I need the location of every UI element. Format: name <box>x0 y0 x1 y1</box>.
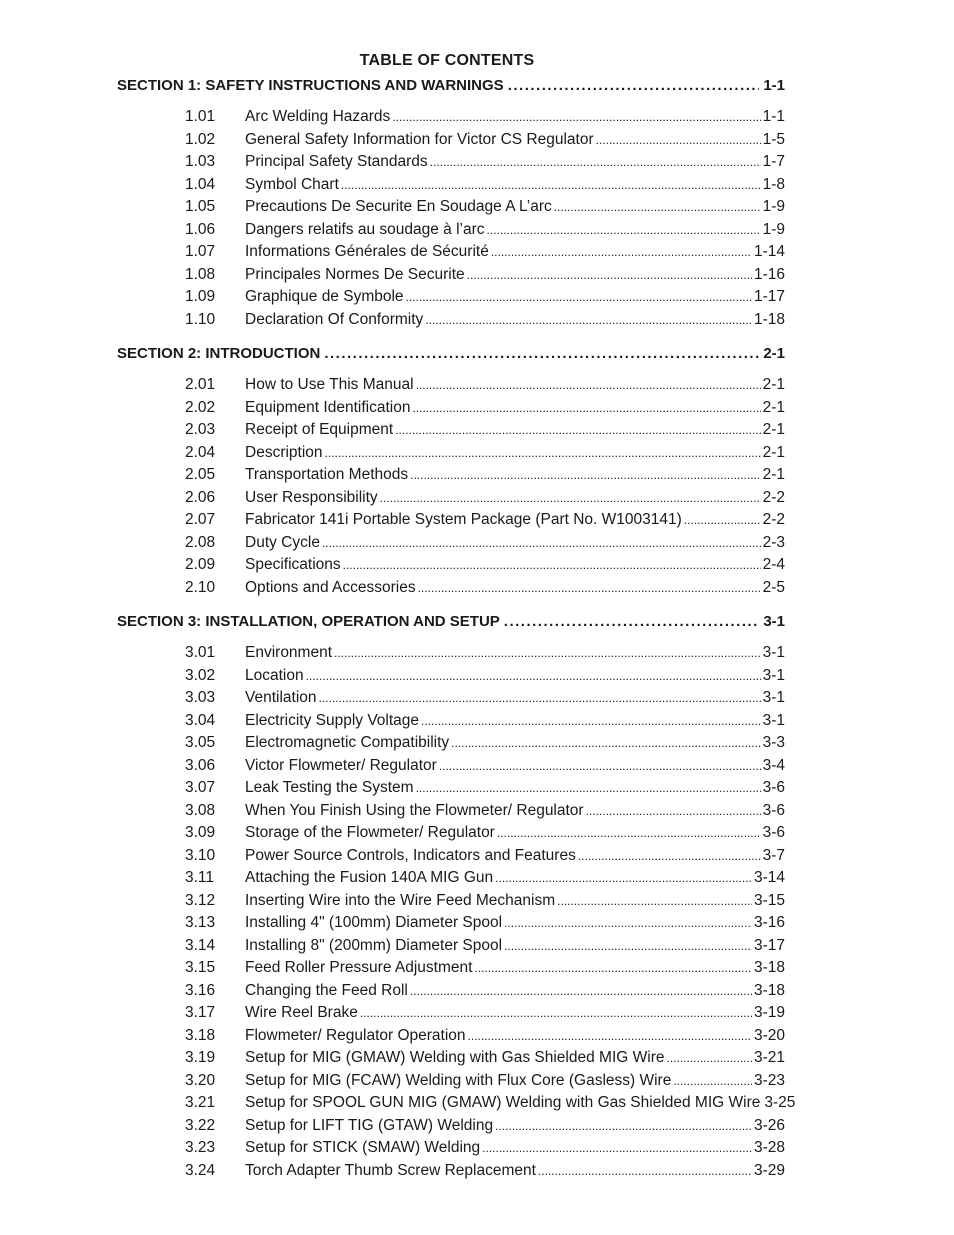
entry-page: 1-9 <box>762 220 785 238</box>
entry-number: 1.10 <box>185 310 216 328</box>
entry-number: 2.08 <box>185 533 216 551</box>
dot-leader <box>395 423 760 437</box>
entry-title: Changing the Feed Roll <box>245 981 408 999</box>
entry-number: 3.17 <box>185 1004 216 1021</box>
entry-number: 3.12 <box>185 891 216 909</box>
entry-page: 1-14 <box>753 243 785 260</box>
entry-page: 3-3 <box>762 734 785 751</box>
entry-title: Principales Normes De Securite <box>245 265 465 283</box>
toc-entry[interactable] <box>185 311 785 333</box>
entry-page: 3-19 <box>753 1004 785 1021</box>
dot-leader <box>467 268 752 282</box>
toc-entry[interactable] <box>185 376 785 398</box>
toc-entry[interactable] <box>185 847 785 869</box>
entry-number: 3.14 <box>185 936 216 954</box>
entry-number: 3.22 <box>185 1116 216 1134</box>
toc-entry[interactable] <box>185 489 785 511</box>
toc-entry[interactable] <box>185 131 785 153</box>
entry-page: 2-1 <box>762 466 785 483</box>
dot-leader <box>482 1141 752 1155</box>
entry-title: Informations Générales de Sécurité <box>245 243 489 260</box>
entry-page: 2-5 <box>762 578 785 596</box>
toc-entry[interactable] <box>185 802 785 824</box>
dot-leader <box>586 804 761 818</box>
entry-page: 2-4 <box>762 556 785 573</box>
entry-number: 3.01 <box>185 644 216 661</box>
dot-leader <box>343 558 761 572</box>
entry-title: Declaration Of Conformity <box>245 310 424 328</box>
entry-page: 3-14 <box>753 869 785 886</box>
dot-leader <box>468 1029 752 1043</box>
toc-entry[interactable] <box>185 757 785 779</box>
dot-leader <box>410 984 752 998</box>
toc-entry[interactable] <box>185 689 785 711</box>
section-label: SECTION 2: INTRODUCTION <box>117 345 321 362</box>
entry-number: 2.10 <box>185 578 216 596</box>
entry-number: 3.16 <box>185 981 216 999</box>
entry-page: 2-2 <box>762 488 785 506</box>
entry-number: 3.07 <box>185 779 216 796</box>
entry-number: 3.09 <box>185 824 216 841</box>
dot-leader <box>325 446 761 460</box>
entry-title: Specifications <box>245 556 341 573</box>
dot-leader <box>406 290 752 304</box>
dot-leader <box>451 736 760 750</box>
toc-entry[interactable] <box>185 421 785 443</box>
entry-number: 3.10 <box>185 846 216 864</box>
toc-entry[interactable] <box>185 937 785 959</box>
entry-page: 3-6 <box>762 779 785 796</box>
entry-page: 2-1 <box>762 398 785 416</box>
dot-leader <box>538 1164 752 1178</box>
toc-entry[interactable] <box>185 266 785 288</box>
entry-title: Torch Adapter Thumb Screw Replacement <box>245 1161 536 1179</box>
entry-page: 3-25 <box>764 1094 796 1111</box>
section-page: 1-1 <box>763 77 785 94</box>
toc-entry[interactable] <box>185 466 785 488</box>
toc-entry[interactable] <box>185 1162 785 1184</box>
section-heading[interactable] <box>117 613 785 633</box>
entry-title: Electricity Supply Voltage <box>245 711 420 729</box>
section-heading[interactable] <box>117 77 785 97</box>
entry-number: 3.18 <box>185 1026 216 1044</box>
entry-title: Graphique de Symbole <box>245 288 404 305</box>
entry-title: Inserting Wire into the Wire Feed Mechanism <box>245 891 556 909</box>
entry-number: 3.03 <box>185 689 216 706</box>
entry-title: Ventilation <box>245 689 317 706</box>
entry-number: 3.08 <box>185 801 216 819</box>
entry-title: Fabricator 141i Portable System Package (Part No. W1003141) <box>245 511 682 528</box>
toc-entry[interactable] <box>185 288 785 310</box>
entry-number: 2.03 <box>185 421 216 438</box>
entry-number: 3.15 <box>185 959 216 976</box>
toc-entry[interactable] <box>185 1072 785 1094</box>
dot-leader <box>412 401 760 415</box>
entry-number: 1.04 <box>185 175 216 193</box>
dot-leader <box>341 178 761 192</box>
toc-entry[interactable] <box>185 892 785 914</box>
section-label: SECTION 3: INSTALLATION, OPERATION AND SETUP <box>117 613 500 630</box>
dot-leader <box>578 849 761 863</box>
entry-page: 3-26 <box>753 1116 785 1134</box>
dot-leader <box>666 1051 751 1065</box>
entry-number: 2.06 <box>185 488 216 506</box>
dot-leader <box>306 669 761 683</box>
toc-entry[interactable] <box>185 1139 785 1161</box>
entry-number: 1.07 <box>185 243 216 260</box>
entry-number: 3.24 <box>185 1161 216 1179</box>
dot-leader <box>497 826 761 840</box>
dot-leader <box>334 646 761 660</box>
entry-page: 3-7 <box>762 846 785 864</box>
dot-leader <box>416 781 761 795</box>
dot-leader <box>554 200 761 214</box>
section-page: 3-1 <box>763 613 785 630</box>
dot-leader <box>380 491 761 505</box>
dot-leader <box>596 133 761 147</box>
entry-page: 1-8 <box>762 175 785 193</box>
entry-title: Storage of the Flowmeter/ Regulator <box>245 824 495 841</box>
dot-leader <box>504 939 752 953</box>
toc-entry[interactable] <box>185 176 785 198</box>
dot-leader <box>495 871 752 885</box>
entry-number: 2.04 <box>185 443 216 461</box>
entry-number: 3.11 <box>185 869 215 886</box>
entry-title: User Responsibility <box>245 488 378 506</box>
entry-number: 3.20 <box>185 1071 216 1089</box>
entry-page: 3-4 <box>762 756 785 774</box>
entry-number: 3.04 <box>185 711 216 729</box>
entry-page: 3-16 <box>753 914 785 931</box>
dot-leader <box>495 1119 752 1133</box>
toc-entry[interactable] <box>185 734 785 756</box>
entry-title: Power Source Controls, Indicators and Features <box>245 846 576 864</box>
entry-number: 3.06 <box>185 756 216 774</box>
entry-title: Electromagnetic Compatibility <box>245 734 450 751</box>
toc-entry[interactable] <box>185 824 785 846</box>
toc-entry[interactable] <box>185 667 785 689</box>
entry-number: 1.01 <box>185 108 216 125</box>
toc-entry[interactable] <box>185 399 785 421</box>
dot-leader <box>421 714 761 728</box>
entry-number: 2.05 <box>185 466 216 483</box>
toc-entry[interactable] <box>185 1004 785 1026</box>
entry-page: 3-15 <box>753 891 785 909</box>
entry-title: How to Use This Manual <box>245 376 414 393</box>
entry-number: 1.05 <box>185 198 216 215</box>
entry-title: Flowmeter/ Regulator Operation <box>245 1026 466 1044</box>
entry-page: 1-1 <box>762 108 785 125</box>
dot-leader <box>504 916 752 930</box>
dot-leader <box>439 759 761 773</box>
entry-title: Victor Flowmeter/ Regulator <box>245 756 437 774</box>
entry-page: 1-18 <box>753 310 785 328</box>
entry-page: 2-1 <box>762 376 785 393</box>
dot-leader <box>322 536 761 550</box>
entry-title: Setup for SPOOL GUN MIG (GMAW) Welding with Gas Shielded MIG Wire <box>245 1094 761 1111</box>
dot-leader <box>508 77 760 94</box>
entry-number: 3.21 <box>185 1094 216 1111</box>
entry-page: 3-1 <box>762 644 785 661</box>
entry-title: Leak Testing the System <box>245 779 414 796</box>
entry-page: 3-18 <box>753 981 785 999</box>
dot-leader <box>418 581 761 595</box>
entry-number: 3.19 <box>185 1049 216 1066</box>
entry-title: When You Finish Using the Flowmeter/ Regulator <box>245 801 584 819</box>
dot-leader <box>410 468 760 482</box>
dot-leader <box>673 1074 752 1088</box>
toc-entry[interactable] <box>185 108 785 130</box>
entry-page: 3-28 <box>753 1139 785 1156</box>
entry-title: Installing 8" (200mm) Diameter Spool <box>245 936 503 954</box>
toc-entry[interactable] <box>185 153 785 175</box>
entry-page: 2-1 <box>762 443 785 461</box>
entry-title: Dangers relatifs au soudage à l’arc <box>245 220 485 238</box>
toc-entry[interactable] <box>185 1027 785 1049</box>
toc-entry[interactable] <box>185 1094 796 1116</box>
dot-leader <box>430 155 761 169</box>
toc-entry[interactable] <box>185 959 785 981</box>
toc-entry[interactable] <box>185 511 785 533</box>
entry-page: 3-20 <box>753 1026 785 1044</box>
entry-number: 1.06 <box>185 220 216 238</box>
entry-title: Receipt of Equipment <box>245 421 394 438</box>
entry-page: 1-16 <box>753 265 785 283</box>
entry-page: 1-17 <box>753 288 785 305</box>
entry-page: 2-2 <box>762 511 785 528</box>
entry-title: General Safety Information for Victor CS Regulator <box>245 130 594 148</box>
toc-entry[interactable] <box>185 556 785 578</box>
entry-page: 3-29 <box>753 1161 785 1179</box>
dot-leader <box>491 245 752 259</box>
entry-title: Transportation Methods <box>245 466 409 483</box>
entry-title: Feed Roller Pressure Adjustment <box>245 959 473 976</box>
dot-leader <box>416 378 761 392</box>
entry-title: Equipment Identification <box>245 398 411 416</box>
section-label: SECTION 1: SAFETY INSTRUCTIONS AND WARNINGS <box>117 77 504 94</box>
entry-number: 2.09 <box>185 556 216 573</box>
entry-page: 3-6 <box>762 824 785 841</box>
toc-entry[interactable] <box>185 712 785 734</box>
entry-title: Precautions De Securite En Soudage A L’arc <box>245 198 552 215</box>
entry-number: 1.03 <box>185 153 216 170</box>
dot-leader <box>557 894 752 908</box>
entry-number: 3.23 <box>185 1139 216 1156</box>
toc-entry[interactable] <box>185 534 785 556</box>
entry-page: 1-9 <box>762 198 785 215</box>
entry-number: 2.01 <box>185 376 216 393</box>
entry-page: 3-1 <box>762 711 785 729</box>
entry-title: Wire Reel Brake <box>245 1004 358 1021</box>
toc-entry[interactable] <box>185 198 785 220</box>
entry-title: Location <box>245 666 304 684</box>
toc-entry[interactable] <box>185 1049 785 1071</box>
toc-entry[interactable] <box>185 579 785 601</box>
entry-number: 3.02 <box>185 666 216 684</box>
entry-page: 1-5 <box>762 130 785 148</box>
entry-title: Installing 4" (100mm) Diameter Spool <box>245 914 503 931</box>
entry-title: Options and Accessories <box>245 578 416 596</box>
entry-page: 2-3 <box>762 533 785 551</box>
section-heading[interactable] <box>117 345 785 365</box>
dot-leader <box>392 110 760 124</box>
entry-number: 3.13 <box>185 914 216 931</box>
entry-title: Description <box>245 443 323 461</box>
entry-title: Setup for STICK (SMAW) Welding <box>245 1139 481 1156</box>
entry-page: 3-1 <box>762 689 785 706</box>
entry-number: 2.07 <box>185 511 216 528</box>
dot-leader <box>487 223 761 237</box>
toc-entry[interactable] <box>185 914 785 936</box>
entry-page: 2-1 <box>762 421 785 438</box>
page-title: TABLE OF CONTENTS <box>359 52 535 69</box>
entry-number: 2.02 <box>185 398 216 416</box>
dot-leader <box>319 691 761 705</box>
entry-title: Principal Safety Standards <box>245 153 428 170</box>
toc-entry[interactable] <box>185 982 785 1004</box>
toc-entry[interactable] <box>185 644 785 666</box>
dot-leader <box>324 345 759 362</box>
entry-page: 3-23 <box>753 1071 785 1089</box>
entry-number: 1.02 <box>185 130 216 148</box>
entry-title: Setup for MIG (GMAW) Welding with Gas Shielded MIG Wire <box>245 1049 665 1066</box>
dot-leader <box>360 1006 752 1020</box>
entry-number: 3.05 <box>185 734 216 751</box>
dot-leader <box>684 513 761 527</box>
entry-page: 3-6 <box>762 801 785 819</box>
entry-number: 1.09 <box>185 288 216 305</box>
toc-entry[interactable] <box>185 1117 785 1139</box>
entry-title: Setup for MIG (FCAW) Welding with Flux Core (Gasless) Wire <box>245 1071 672 1089</box>
entry-title: Setup for LIFT TIG (GTAW) Welding <box>245 1116 494 1134</box>
entry-title: Duty Cycle <box>245 533 320 551</box>
entry-title: Environment <box>245 644 333 661</box>
entry-title: Symbol Chart <box>245 175 339 193</box>
entry-page: 3-21 <box>753 1049 785 1066</box>
entry-page: 3-1 <box>762 666 785 684</box>
toc-entry[interactable] <box>185 869 785 891</box>
entry-title: Attaching the Fusion 140A MIG Gun <box>245 869 494 886</box>
toc-entry[interactable] <box>185 243 785 265</box>
dot-leader <box>425 313 752 327</box>
section-page: 2-1 <box>763 345 785 362</box>
dot-leader <box>504 613 760 630</box>
entry-title: Arc Welding Hazards <box>245 108 391 125</box>
entry-page: 1-7 <box>762 153 785 170</box>
entry-number: 1.08 <box>185 265 216 283</box>
dot-leader <box>474 961 752 975</box>
entry-page: 3-18 <box>753 959 785 976</box>
entry-page: 3-17 <box>753 936 785 954</box>
toc-entry[interactable] <box>185 221 785 243</box>
toc-entry[interactable] <box>185 444 785 466</box>
toc-entry[interactable] <box>185 779 785 801</box>
